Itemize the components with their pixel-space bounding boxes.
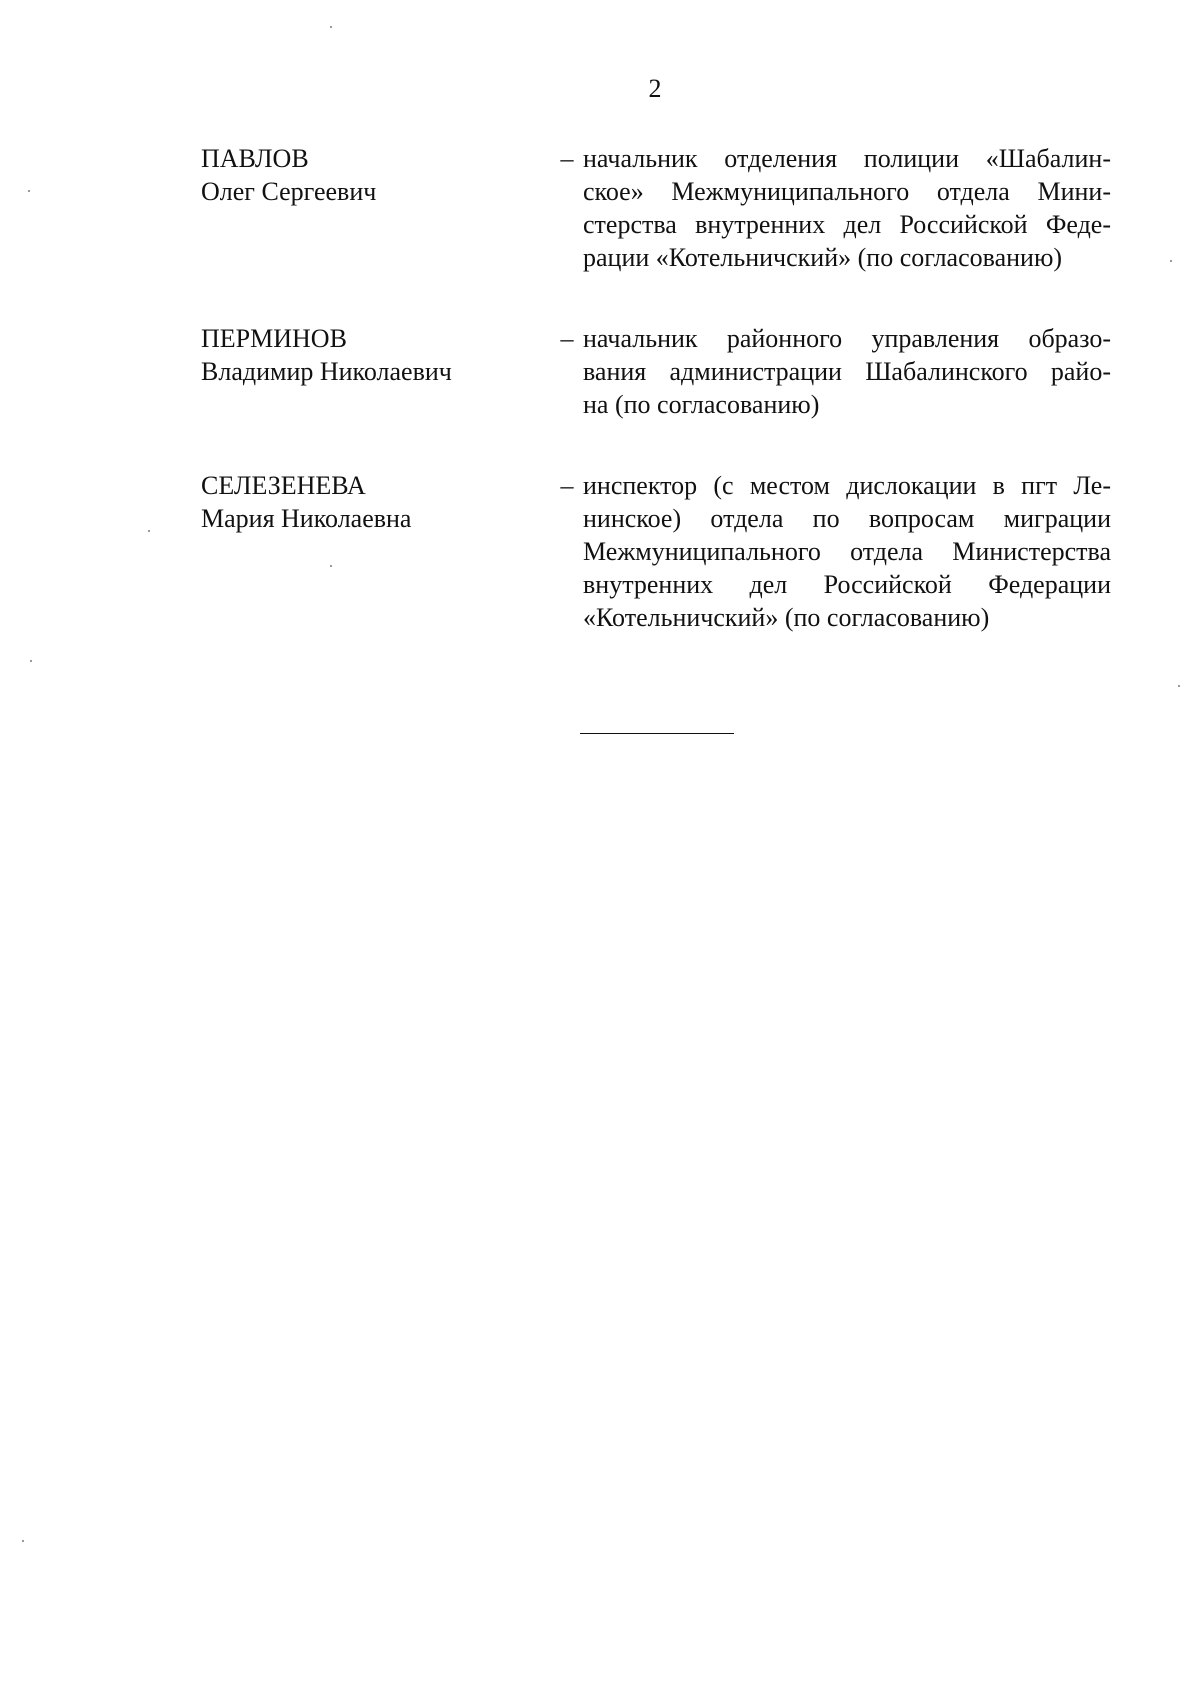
page-number: 2 bbox=[648, 74, 662, 103]
position-line: рации «Котельничский» (по согласованию) bbox=[583, 243, 1063, 272]
position-line: начальник районного управления образо- bbox=[583, 324, 1111, 353]
position-line: стерства внутренних дел Российской Феде- bbox=[583, 210, 1111, 239]
member-name bbox=[201, 469, 551, 535]
member-position bbox=[583, 469, 1111, 634]
scan-speck bbox=[1178, 685, 1180, 687]
position-line: ское» Межмуниципального отдела Мини- bbox=[583, 177, 1111, 206]
position-line: внутренних дел Российской Федерации bbox=[583, 570, 1111, 599]
member-entry bbox=[201, 322, 1111, 421]
scan-speck bbox=[28, 190, 30, 192]
scan-speck bbox=[330, 26, 332, 28]
member-name bbox=[201, 142, 551, 208]
member-dash: – bbox=[560, 471, 574, 500]
position-line: Межмуниципального отдела Министерства bbox=[583, 537, 1111, 566]
scan-speck bbox=[30, 660, 32, 662]
member-position bbox=[583, 322, 1111, 421]
member-dash: – bbox=[560, 324, 574, 353]
member-given-names: Владимир Николаевич bbox=[201, 357, 452, 386]
member-position bbox=[583, 142, 1111, 274]
position-line: «Котельничский» (по согласованию) bbox=[583, 603, 990, 632]
end-of-list-rule bbox=[580, 733, 734, 734]
member-surname: ПАВЛОВ bbox=[201, 144, 309, 173]
member-list bbox=[201, 142, 1111, 634]
member-name bbox=[201, 322, 551, 388]
position-line: инспектор (с местом дислокации в пгт Ле- bbox=[583, 471, 1111, 500]
member-dash: – bbox=[560, 144, 574, 173]
position-line: начальник отделения полиции «Шабалин- bbox=[583, 144, 1111, 173]
member-given-names: Мария Николаевна bbox=[201, 504, 412, 533]
position-line: на (по согласованию) bbox=[583, 390, 820, 419]
scan-speck bbox=[1170, 260, 1172, 262]
member-entry bbox=[201, 469, 1111, 634]
scan-speck bbox=[330, 565, 332, 567]
position-line: вания администрации Шабалинского райо- bbox=[583, 357, 1111, 386]
member-given-names: Олег Сергеевич bbox=[201, 177, 377, 206]
scan-speck bbox=[22, 1540, 24, 1542]
member-entry bbox=[201, 142, 1111, 274]
position-line: нинское) отдела по вопросам миграции bbox=[583, 504, 1111, 533]
member-surname: ПЕРМИНОВ bbox=[201, 324, 347, 353]
scan-speck bbox=[148, 530, 150, 532]
member-surname: СЕЛЕЗЕНЕВА bbox=[201, 471, 366, 500]
